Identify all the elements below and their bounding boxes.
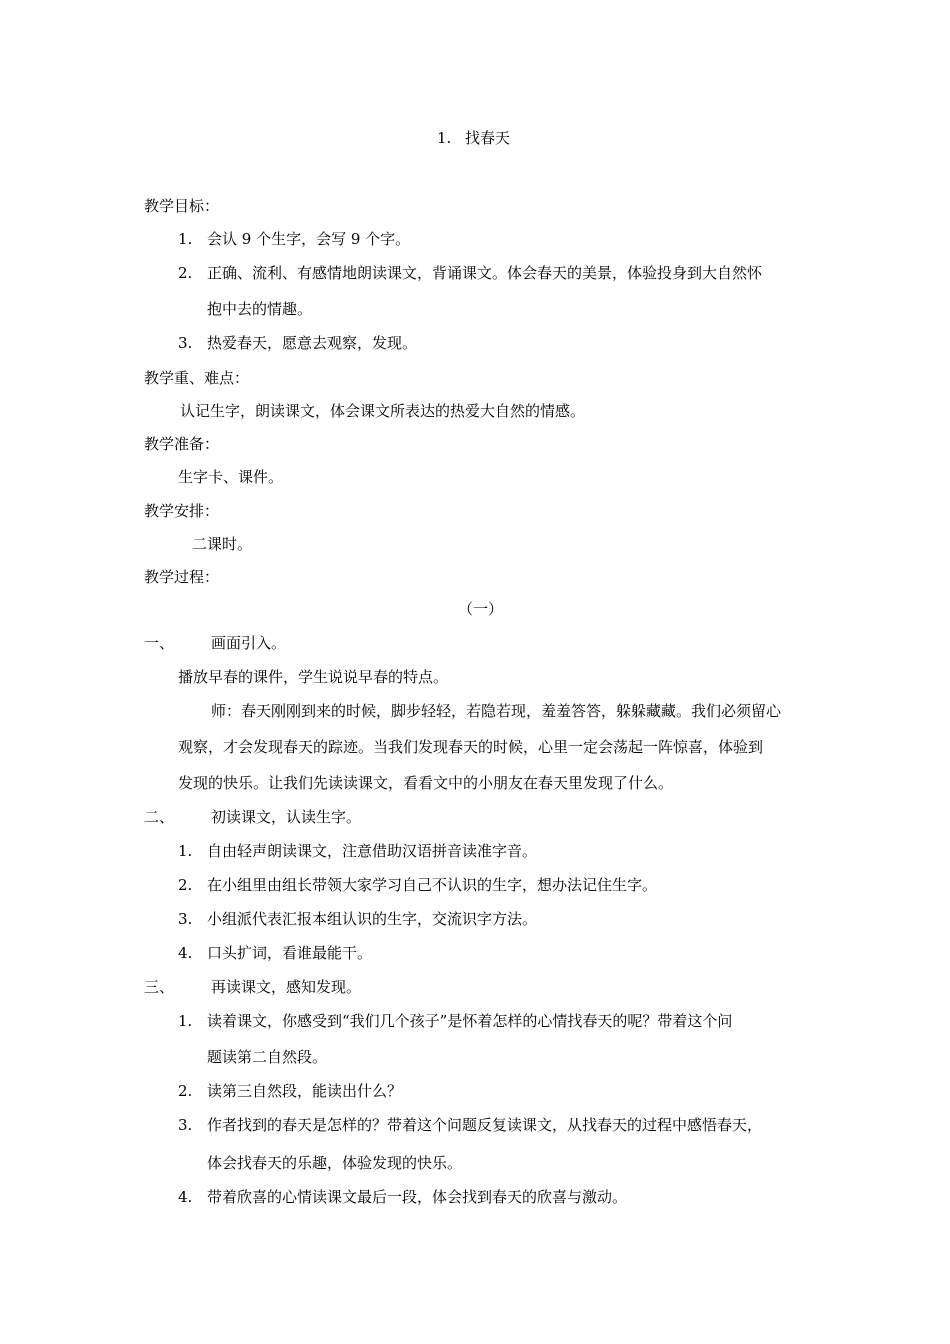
- section-title: 再读课文，感知发现。: [211, 978, 362, 996]
- objective-text: 会认 9 个生字，会写 9 个字。: [207, 230, 411, 248]
- step-number: 1.: [178, 842, 193, 860]
- page-title: 找春天: [465, 129, 511, 147]
- objective-number: 3.: [178, 334, 193, 352]
- title-number: 1.: [437, 129, 452, 147]
- step-number: 4.: [178, 1188, 193, 1206]
- arrangement-heading: 教学安排：: [144, 502, 220, 520]
- section-number: 二、: [144, 808, 175, 826]
- preparation-heading: 教学准备：: [144, 435, 220, 453]
- step-number: 2.: [178, 1082, 193, 1100]
- key-points-text: 认记生字，朗读课文，体会课文所表达的热爱大自然的情感。: [180, 402, 586, 420]
- process-heading: 教学过程：: [144, 568, 220, 586]
- section-number: 三、: [144, 978, 175, 996]
- section-title: 画面引入。: [211, 634, 287, 652]
- step-text: 读着课文，你感受到“我们几个孩子”是怀着怎样的心情找春天的呢？带着这个问: [207, 1012, 733, 1030]
- step-number: 2.: [178, 876, 193, 894]
- step-number: 4.: [178, 944, 193, 962]
- step-text: 在小组里由组长带领大家学习自己不认识的生字，想办法记住生字。: [207, 876, 658, 894]
- step-text: 小组派代表汇报本组认识的生字，交流识字方法。: [207, 910, 538, 928]
- objectives-heading: 教学目标：: [144, 197, 220, 215]
- step-number: 3.: [178, 910, 193, 928]
- arrangement-text: 二课时。: [192, 535, 253, 553]
- section-number: 一、: [144, 634, 175, 652]
- key-points-heading: 教学重、难点：: [144, 369, 250, 387]
- objective-number: 2.: [178, 264, 193, 282]
- step-text: 带着欣喜的心情读课文最后一段，体会找到春天的欣喜与激动。: [207, 1188, 628, 1206]
- preparation-text: 生字卡、课件。: [178, 468, 284, 486]
- teacher-remark-line: 发现的快乐。让我们先读读课文，看看文中的小朋友在春天里发现了什么。: [178, 774, 674, 792]
- step-text-continued: 体会找春天的乐趣，体验发现的快乐。: [207, 1154, 463, 1172]
- step-text: 作者找到的春天是怎样的？带着这个问题反复读课文，从找春天的过程中感悟春天，: [207, 1116, 763, 1134]
- step-text-continued: 题读第二自然段。: [207, 1048, 328, 1066]
- teacher-remark-line: 观察，才会发现春天的踪迹。当我们发现春天的时候，心里一定会荡起一阵惊喜，体验到: [178, 738, 764, 756]
- step-number: 1.: [178, 1012, 193, 1030]
- step-number: 3.: [178, 1116, 193, 1134]
- objective-text: 正确、流利、有感情地朗读课文，背诵课文。体会春天的美景，体验投身到大自然怀: [207, 264, 763, 282]
- session-label: （一）: [458, 600, 504, 618]
- step-text: 读第三自然段，能读出什么？: [207, 1082, 403, 1100]
- section-title: 初读课文，认读生字。: [211, 808, 362, 826]
- step-text: 口头扩词，看谁最能干。: [207, 944, 373, 962]
- objective-number: 1.: [178, 230, 193, 248]
- step-text: 自由轻声朗读课文，注意借助汉语拼音读准字音。: [207, 842, 538, 860]
- objective-text: 热爱春天，愿意去观察，发现。: [207, 334, 418, 352]
- section-paragraph: 播放早春的课件，学生说说早春的特点。: [178, 668, 449, 686]
- objective-text-continued: 抱中去的情趣。: [207, 300, 313, 318]
- teacher-remark-line: 师：春天刚刚到来的时候，脚步轻轻，若隐若现，羞羞答答，躲躲藏藏。我们必须留心: [211, 702, 782, 720]
